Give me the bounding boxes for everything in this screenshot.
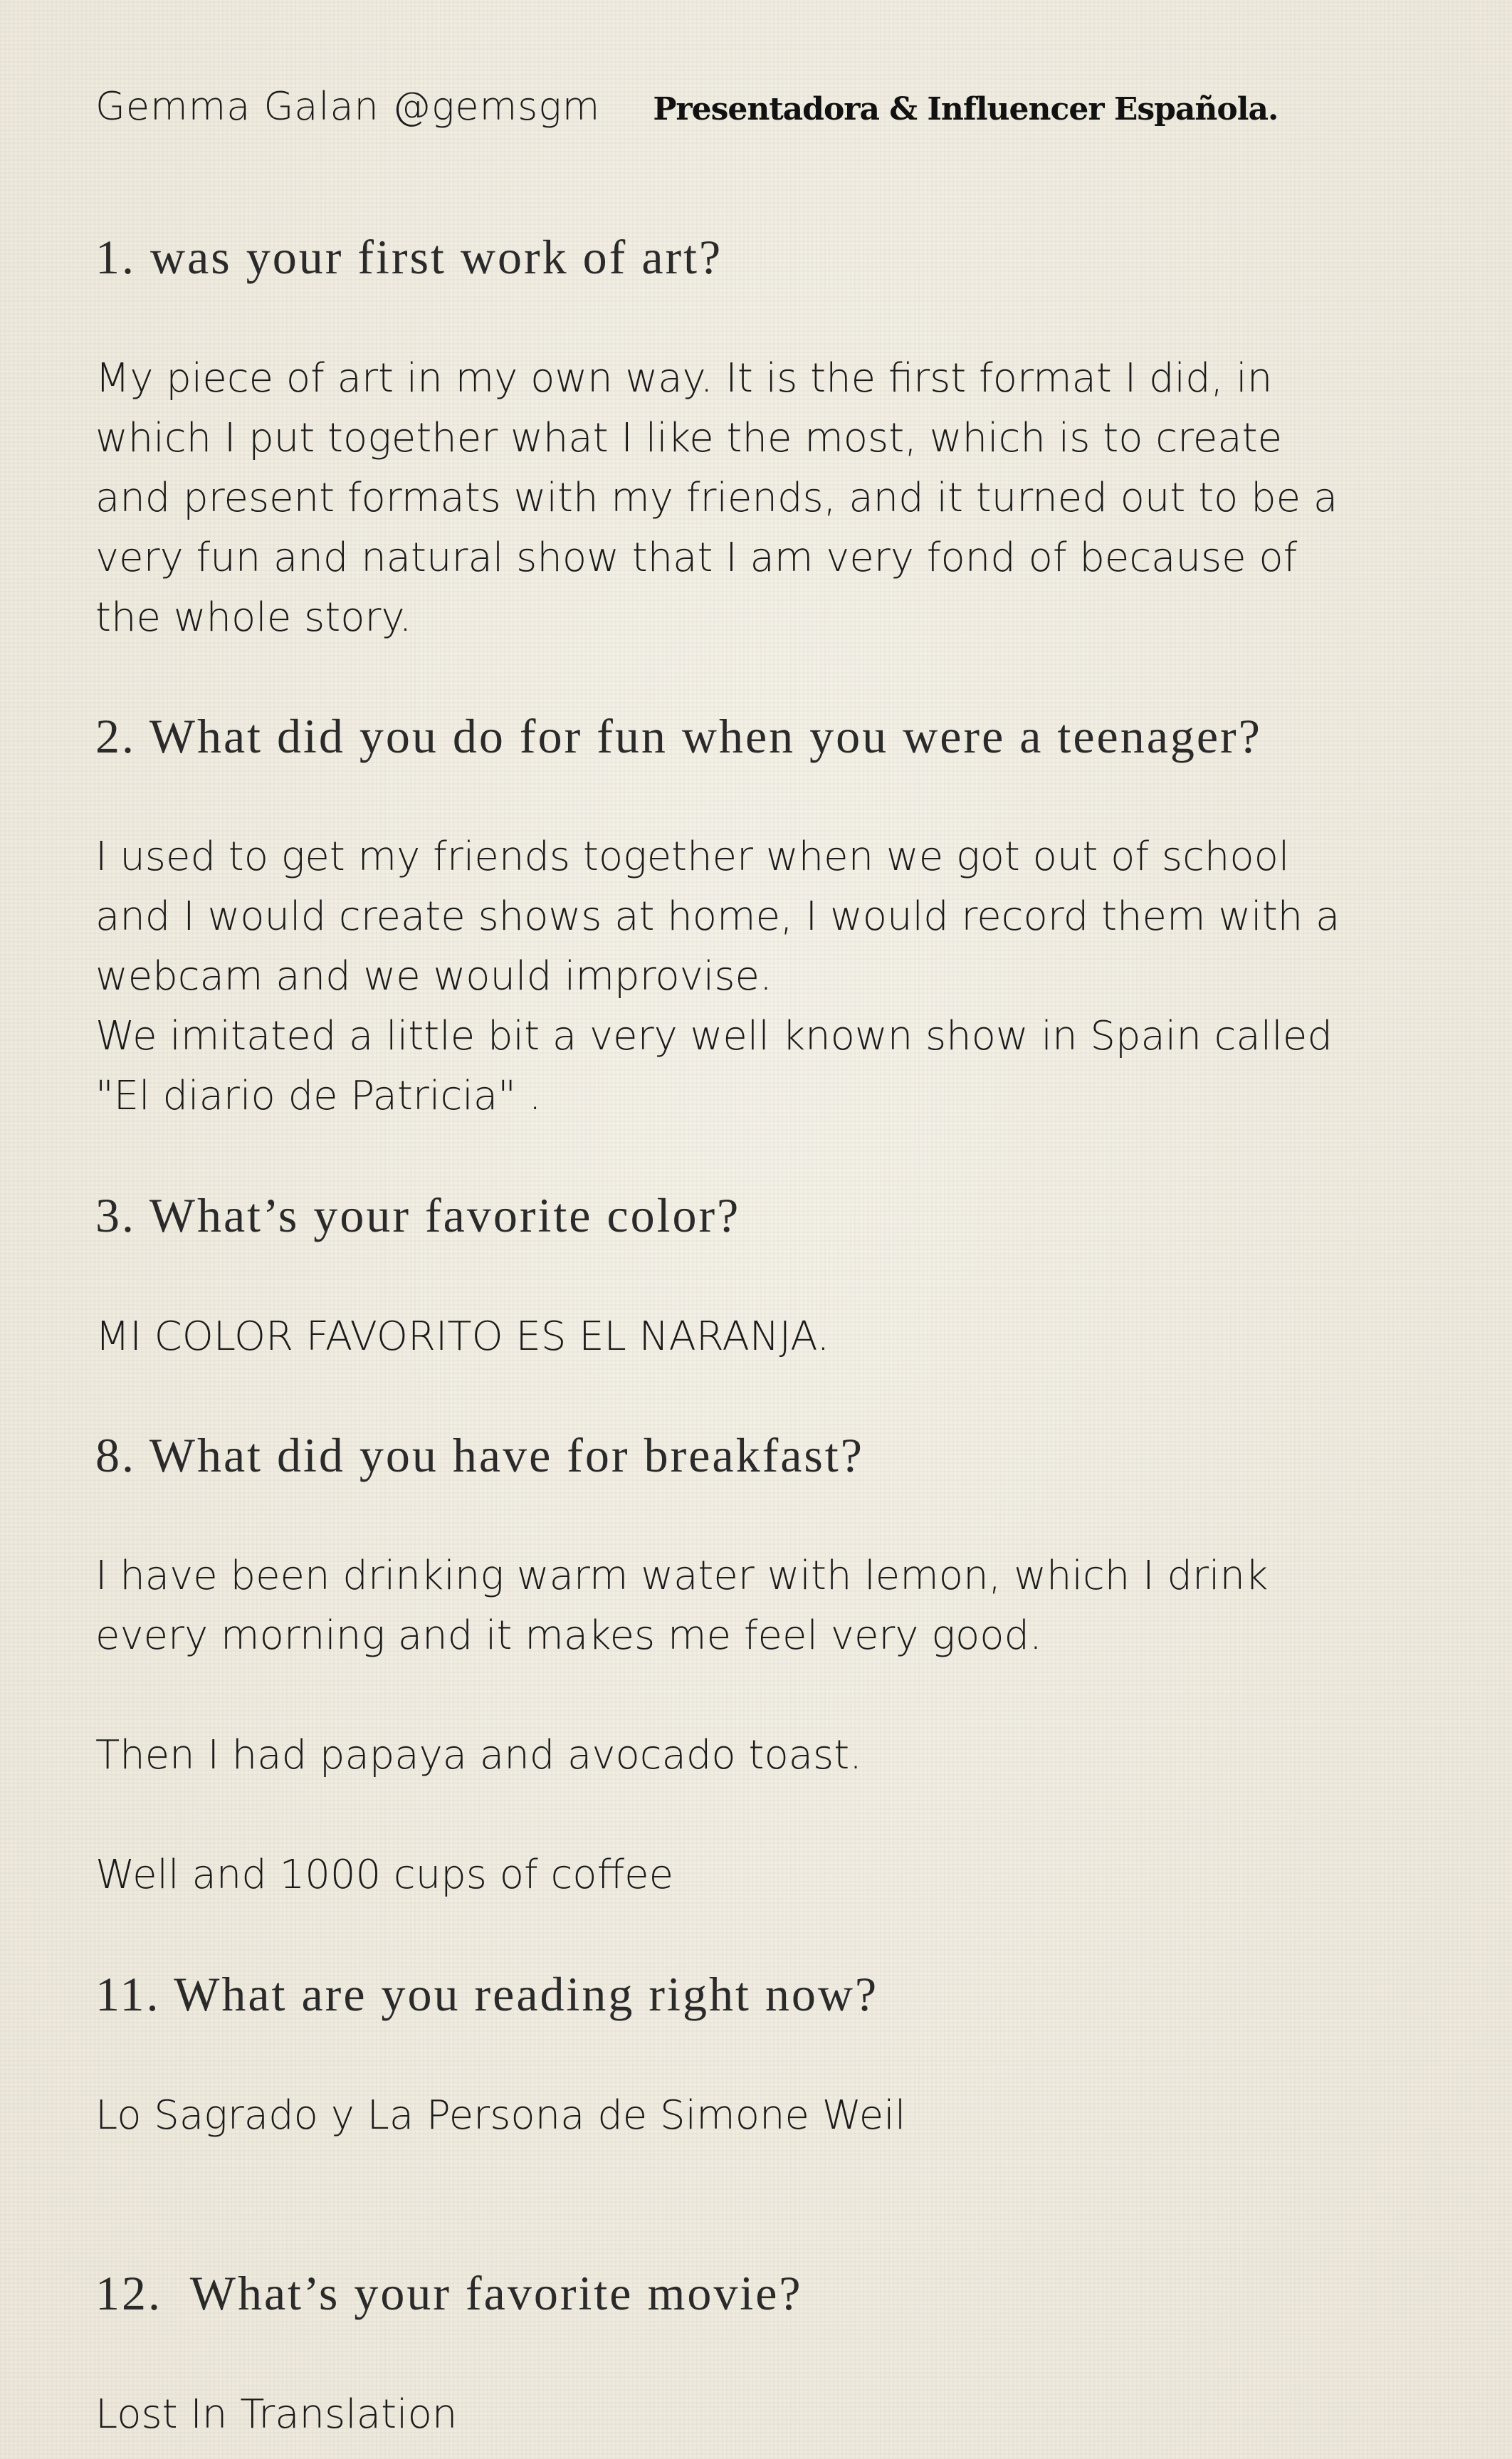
question-11: 11. What are you reading right now?	[95, 1967, 879, 2021]
answer-line: I have been drinking warm water with lemon, which I drink	[95, 1553, 1269, 1599]
answer-line: very fun and natural show that I am very fond of because of	[95, 535, 1298, 581]
answer-11	[95, 2086, 905, 2146]
answer-line: I used to get my friends together when we got out of school	[95, 834, 1290, 880]
answer-1	[95, 349, 1338, 648]
author-role: Presentadora & Influencer Española.	[653, 91, 1279, 127]
answer-line: and I would create shows at home, I would record them with a	[95, 893, 1340, 940]
question-1: 1. was your first work of art?	[95, 230, 723, 284]
question-12: 12. What’s your favorite movie?	[95, 2266, 803, 2320]
answer-line: Lost In Translation	[95, 2391, 458, 2438]
header	[95, 84, 1278, 129]
answer-line: the whole story.	[95, 594, 412, 641]
author-name: Gemma Galan @gemsgm	[95, 84, 601, 129]
answer-line: every morning and it makes me feel very good.	[95, 1613, 1042, 1659]
answer-line: Well and 1000 cups of coffee	[95, 1852, 674, 1898]
answer-line: which I put together what I like the most, which is to create	[95, 415, 1283, 461]
answer-line: MI COLOR FAVORITO ES EL NARANJA.	[95, 1314, 830, 1360]
answer-12	[95, 2385, 457, 2445]
question-3: 3. What’s your favorite color?	[95, 1188, 741, 1242]
answer-line: and present formats with my friends, and it turned out to be a	[95, 475, 1338, 521]
answer-line: Then I had papaya and avocado toast.	[95, 1732, 862, 1778]
answer-line	[95, 1666, 1268, 1726]
question-8: 8. What did you have for breakfast?	[95, 1428, 864, 1482]
answer-line: Lo Sagrado y La Persona de Simone Weil	[95, 2092, 906, 2139]
answer-line: webcam and we would improvise.	[95, 953, 772, 1000]
answer-line: We imitated a little bit a very well known show in Spain called	[95, 1013, 1333, 1059]
answer-line: My piece of art in my own way. It is the first format I did, in	[95, 355, 1273, 402]
answer-3	[95, 1307, 829, 1367]
answer-8	[95, 1546, 1268, 1905]
question-2: 2. What did you do for fun when you were a teenager?	[95, 709, 1262, 763]
answer-line	[95, 1786, 1268, 1845]
answer-line: "El diario de Patricia" .	[95, 1073, 542, 1119]
answer-2	[95, 827, 1340, 1126]
